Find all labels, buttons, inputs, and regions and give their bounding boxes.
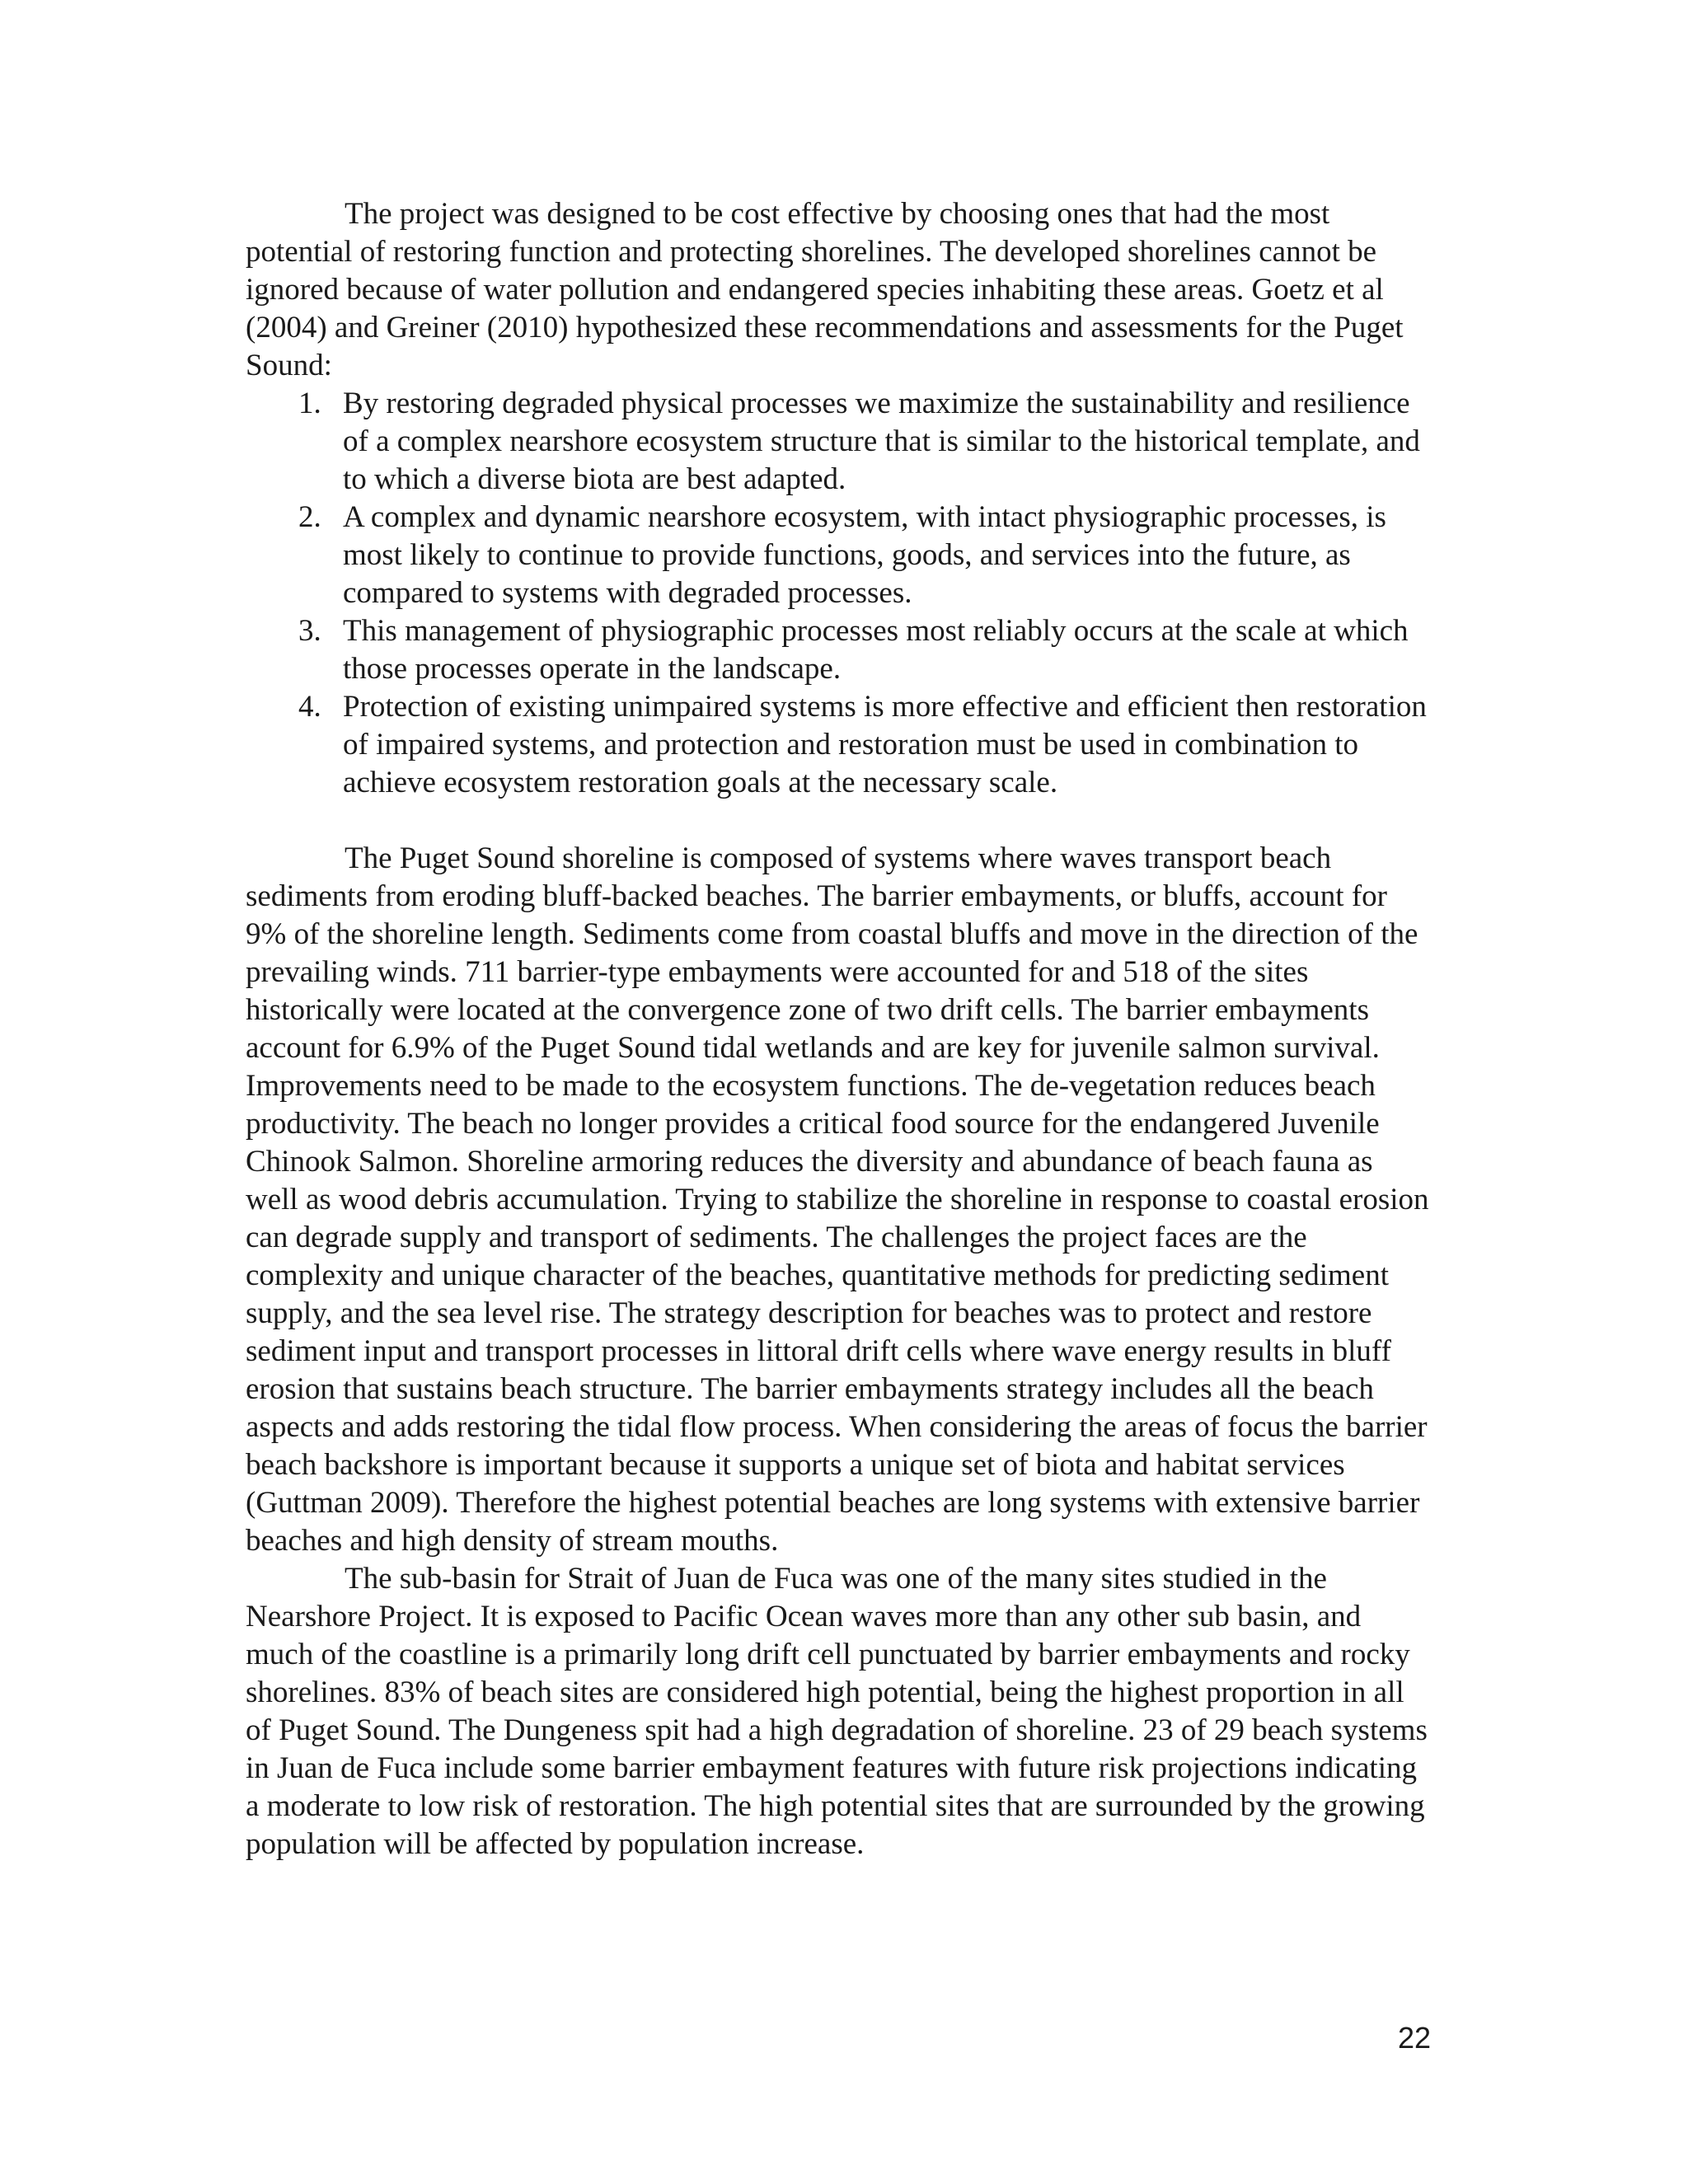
- list-item: [246, 612, 1432, 688]
- list-item-text: By restoring degraded physical processes we maximize the sustainability and resilience of a complex nearshore ecosystem structure that is similar to the historical template, and to which a diverse biota are best adapted.: [343, 387, 1420, 496]
- shoreline-paragraph: The Puget Sound shoreline is composed of systems where waves transport beach sediments from eroding bluff-backed beaches. The barrier embayments, or bluffs, account for 9% of the shoreline length. Sediments come from coastal bluffs and move in the direction of the prevailing winds. 711 barrier-type embayments were accounted for and 518 of the sites historically were located at the convergence zone of two drift cells. The barrier embayments account for 6.9% of the Puget Sound tidal wetlands and are key for juvenile salmon survival. Improvements need to be made to the ecosystem functions. The de-vegetation reduces beach productivity. The beach no longer provides a critical food source for the endangered Juvenile Chinook Salmon. Shoreline armoring reduces the diversity and abundance of beach fauna as well as wood debris accumulation. Trying to stabilize the shoreline in response to coastal erosion can degrade supply and transport of sediments. The challenges the project faces are the complexity and unique character of the beaches, quantitative methods for predicting sediment supply, and the sea level rise. The strategy description for beaches was to protect and restore sediment input and transport processes in littoral drift cells where wave energy results in bluff erosion that sustains beach structure. The barrier embayments strategy includes all the beach aspects and adds restoring the tidal flow process. When considering the areas of focus the barrier beach backshore is important because it supports a unique set of biota and habitat services (Guttman 2009). Therefore the highest potential beaches are long systems with extensive barrier beaches and high density of stream mouths.: [246, 841, 1429, 1558]
- list-item: [246, 385, 1432, 499]
- recommendations-list: [246, 385, 1432, 802]
- document-body: [246, 195, 1432, 1863]
- list-item-text: This management of physiographic processes most reliably occurs at the scale at which those processes operate in the landscape.: [343, 614, 1409, 686]
- list-item-number: 2.: [298, 500, 321, 534]
- list-item: [246, 688, 1432, 802]
- juan-de-fuca-paragraph: The sub-basin for Strait of Juan de Fuca was one of the many sites studied in the Nearshore Project. It is exposed to Pacific Ocean waves more than any other sub basin, and much of the coastline is a primarily long drift cell punctuated by barrier embayments and rocky shorelines. 83% of beach sites are considered high potential, being the highest proportion in all of Puget Sound. The Dungeness spit had a high degradation of shoreline. 23 of 29 beach systems in Juan de Fuca include some barrier embayment features with future risk projections indicating a moderate to low risk of restoration. The high potential sites that are surrounded by the growing population will be affected by population increase.: [246, 1562, 1428, 1861]
- intro-paragraph: The project was designed to be cost effective by choosing ones that had the most potential of restoring function and protecting shorelines. The developed shorelines cannot be ignored because of water pollution and endangered species inhabiting these areas. Goetz et al (2004) and Greiner (2010) hypothesized these recommendations and assessments for the Puget Sound:: [246, 197, 1404, 382]
- list-item-text: Protection of existing unimpaired systems is more effective and efficient then restoration of impaired systems, and protection and restoration must be used in combination to achieve ecosystem restoration goals at the necessary scale.: [343, 690, 1427, 799]
- list-item-text: A complex and dynamic nearshore ecosystem, with intact physiographic processes, is most likely to continue to provide functions, goods, and services into the future, as compared to systems with degraded processes.: [343, 500, 1386, 610]
- list-item-number: 4.: [298, 690, 321, 724]
- page-number: 22: [1397, 2021, 1431, 2055]
- list-item-number: 1.: [298, 387, 321, 420]
- paragraph-gap: [246, 802, 1432, 840]
- list-item-number: 3.: [298, 614, 321, 648]
- list-item: [246, 499, 1432, 612]
